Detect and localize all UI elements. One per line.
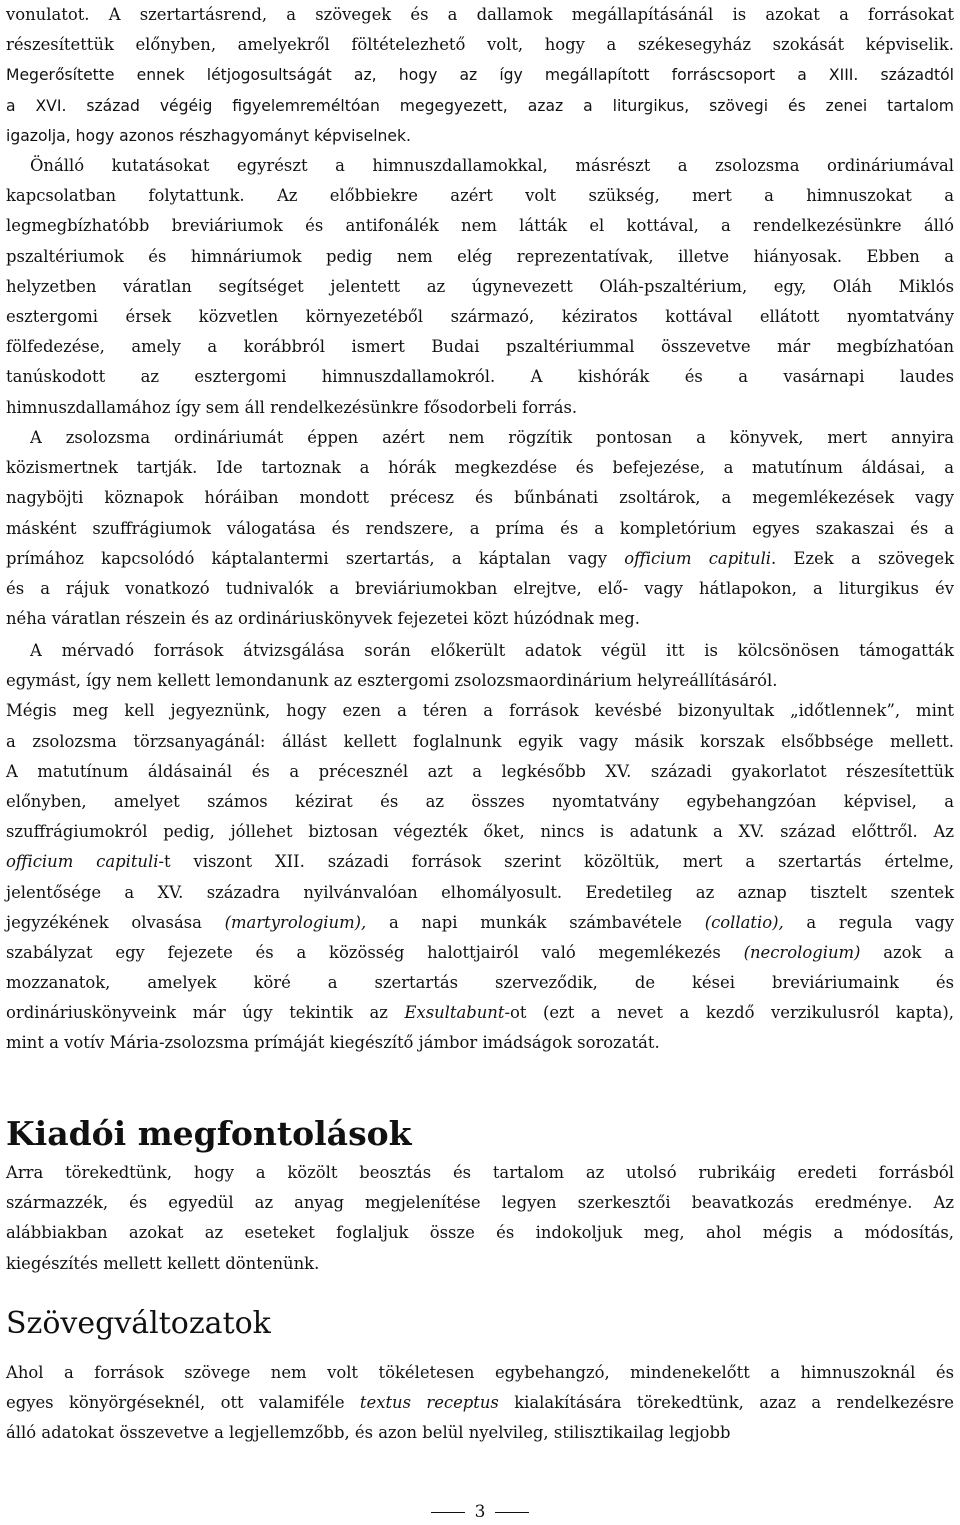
paragraph-sources [6, 636, 954, 1059]
text-line: előnyben, amelyet számos kézirat és az összes nyomtatvány egybehangzóan képvisel, a [6, 791, 954, 811]
text-line: igazolja, hogy azonos részhagyományt képviselnek. [6, 126, 411, 145]
subsection-heading: Szövegváltozatok [6, 1306, 271, 1341]
text-run: ordináriuskönyveink már úgy tekintik az [6, 1003, 405, 1023]
text-line: pszaltériumok és himnáriumok pedig nem elég reprezentatívak, illetve hiányosak. Ebben a [6, 246, 954, 266]
text-line: mozzanatok, amelyek köré a szertartás szerveződik, de kései breviáriumaink és [6, 973, 954, 993]
text-line: Ahol a források szövege nem volt tökéletesen egybehangzó, mindenekelőtt a himnuszoknál és [6, 1363, 954, 1382]
text-run: kialakítására törekedtünk, azaz a rendelkezésre [498, 1393, 954, 1413]
text-line: közismertnek tartják. Ide tartoznak a hórák megkezdése és befejezése, a matutínum áldásai, a [6, 458, 954, 478]
italic-term: textus receptus [359, 1393, 499, 1413]
text-line: tanúskodott az esztergomi himnuszdallamokról. A kishórák és a vasárnapi laudes [6, 367, 954, 387]
text-run: Ezek a szövegek [776, 548, 954, 568]
footer-rule-right [495, 1512, 529, 1513]
text-line: a zsolozsma törzsanyagánál: állást kellett foglalnunk egyik vagy másik korszak elsőbbsége mellett. [6, 731, 954, 751]
text-line: kiegészítés mellett kellett döntenünk. [6, 1253, 320, 1273]
italic-term: officium capituli [6, 852, 159, 872]
text-line: Megerősítette ennek létjogosultságát az, hogy az így megállapított forráscsoport a XIII. századtól [6, 66, 954, 85]
text-line: fölfedezése, amely a korábbról ismert Budai pszaltériummal összevetve már megbízhatóan [6, 337, 954, 357]
text-run: -ot (ezt a nevet a kezdő verzikulusról kapta), [504, 1003, 955, 1023]
italic-term: officium capituli. [624, 548, 777, 568]
text-run: egyes könyörgéseknél, ott valamiféle [6, 1393, 360, 1413]
text-line: A matutínum áldásainál és a précesznél azt a legkésőbb XV. századi gyakorlatot részesítettük [6, 761, 954, 781]
text-line: helyzetben váratlan segítséget jelentett az úgynevezett Oláh-pszaltérium, egy, Oláh Miklós [6, 276, 954, 296]
text-line: álló adatokat összevetve a legjellemzőbb, és azon belül nyelvileg, stilisztikailag legjobb [6, 1423, 731, 1443]
text-line: esztergomi érsek közvetlen környezetéből származó, kéziratos kottával ellátott nyomtatvány [6, 306, 954, 326]
text-line: származzék, és egyedül az anyag megjelenítése legyen szerkesztői beavatkozás eredménye. Az [6, 1193, 954, 1213]
paragraph-ordinarium [6, 423, 954, 634]
text-line [6, 998, 954, 1028]
text-line: és a rájuk vonatkozó tudnivalók a breviáriumokban elrejtve, elő- vagy hátlapokon, a liturgikus év [6, 578, 954, 598]
paragraph-hymns [6, 151, 954, 423]
text-line: kapcsolatban folytattunk. Az előbbiekre azért volt szükség, mert a himnuszokat a [6, 186, 954, 206]
text-run: a napi munkák számbavétele [366, 912, 705, 932]
text-line [6, 544, 954, 574]
page-footer [0, 1500, 960, 1524]
section-heading: Kiadói megfontolások [6, 1114, 412, 1153]
text-line: A zsolozsma ordináriumát éppen azért nem rögzítik pontosan a könyvek, mert annyira [30, 428, 954, 447]
text-line: néha váratlan részein és az ordináriuskönyvek fejezetei közt húzódnak meg. [6, 609, 640, 629]
text-run: prímához kapcsolódó káptalantermi szertartás, a káptalan vagy [6, 548, 625, 568]
text-line: nagyböjti köznapok hóráiban mondott précesz és bűnbánati zsoltárok, a megemlékezések vagy [6, 488, 954, 508]
text-line: vonulatot. A szertartásrend, a szövegek és a dallamok megállapításánál is azokat a forrásokat [6, 5, 954, 24]
text-line: Mégis meg kell jegyeznünk, hogy ezen a téren a források kevésbé bizonyultak „időtlennek”, mint [6, 701, 954, 721]
text-line: egymást, így nem kellett lemondanunk az esztergomi zsolozsmaordinárium helyreállításáról. [6, 671, 778, 691]
text-line: A mérvadó források átvizsgálása során előkerült adatok végül itt is kölcsönösen támogatták [30, 641, 954, 660]
italic-term: (necrologium) [743, 942, 861, 962]
paragraph-editorial [6, 1158, 954, 1279]
text-line: jelentősége a XV. századra nyilvánvalóan elhomályosult. Eredetileg az aznap tisztelt szentek [6, 882, 954, 902]
italic-term: (martyrologium), [224, 912, 367, 932]
text-line: másként szuffrágiumok válogatása és rendszere, a príma és a kompletórium egyes szakaszai és a [6, 518, 954, 538]
text-line: himnuszdallamához így sem áll rendelkezésünkre fősodorbeli forrás. [6, 397, 578, 417]
text-run: a regula vagy [783, 912, 954, 932]
text-line [6, 847, 954, 877]
text-line [6, 908, 954, 938]
text-line: Arra törekedtünk, hogy a közölt beosztás és tartalom az utolsó rubrikáig eredeti forrásból [6, 1163, 954, 1182]
text-line [6, 1388, 954, 1418]
text-run: szabályzat egy fejezete és a közösség halottjairól való megemlékezés [6, 942, 744, 962]
text-line: alábbiakban azokat az eseteket foglaljuk össze és indokoljuk meg, ahol mégis a módosítás, [6, 1223, 954, 1243]
text-run: azok a [860, 942, 955, 962]
paragraph-intro [6, 0, 954, 151]
text-run: jegyzékének olvasása [6, 912, 225, 932]
italic-term: (collatio), [704, 912, 784, 932]
text-line: mint a votív Mária-zsolozsma prímáját kiegészítő jámbor imádságok sorozatát. [6, 1033, 660, 1053]
page-number: 3 [474, 1502, 486, 1522]
text-line: részesítettük előnyben, amelyekről föltételezhető volt, hogy a székesegyház szokását képviselik. [6, 35, 954, 55]
paragraph-variants [6, 1358, 954, 1449]
text-run: -t viszont XII. századi források szerint közöltük, mert a szertartás értelme, [158, 852, 954, 872]
text-line: a XVI. század végéig figyelemreméltóan megegyezett, azaz a liturgikus, szövegi és zenei tartalom [6, 96, 954, 115]
text-line [6, 938, 954, 968]
text-line: Önálló kutatásokat egyrészt a himnuszdallamokkal, másrészt a zsolozsma ordináriumával [30, 156, 954, 175]
text-line: legmegbízhatóbb breviáriumok és antifonálék nem látták el kottával, a rendelkezésünkre álló [6, 216, 954, 236]
footer-rule-left [431, 1512, 465, 1513]
italic-term: Exsultabunt [404, 1003, 505, 1023]
text-line: szuffrágiumokról pedig, jóllehet biztosan végezték őket, nincs is adatunk a XV. század előttről. Az [6, 822, 954, 842]
